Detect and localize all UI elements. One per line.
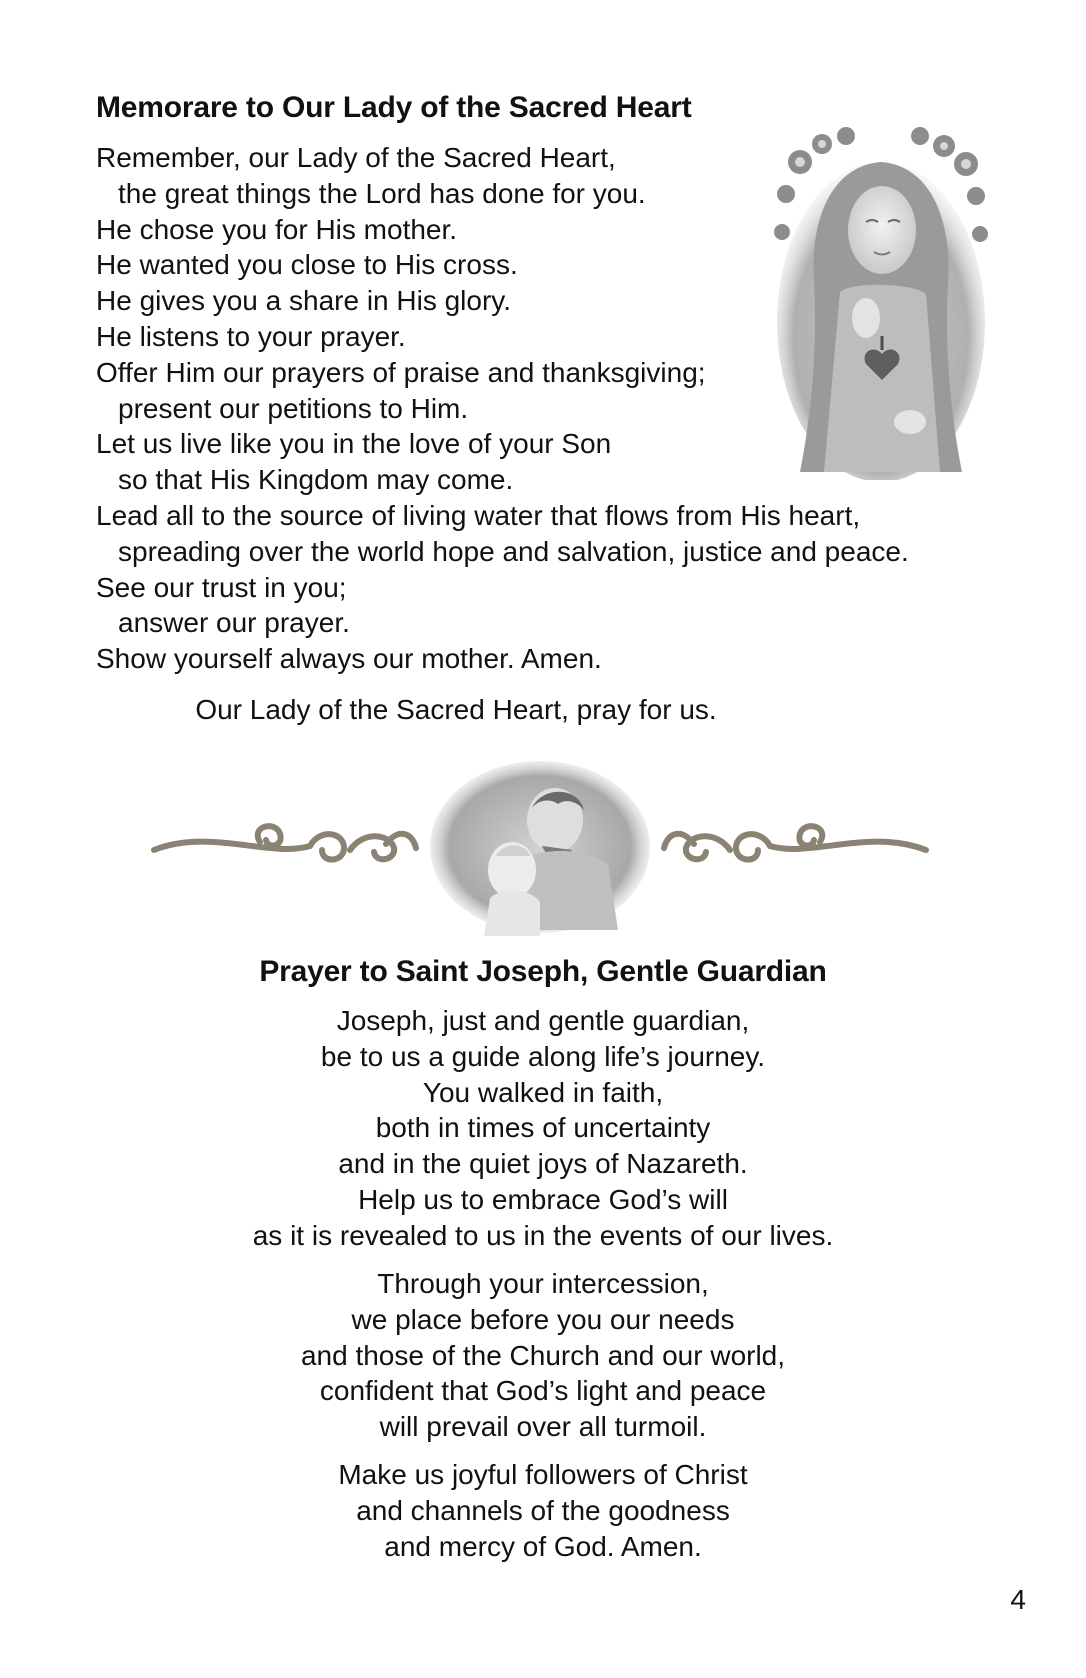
memorare-line: Lead all to the source of living water that flows from His heart, (96, 499, 861, 531)
page-number: 4 (1010, 1584, 1026, 1615)
saint-joseph-ornament-image (150, 758, 930, 936)
joseph-line: and in the quiet joys of Nazareth. (338, 1148, 748, 1180)
memorare-line: Let us live like you in the love of your Son (96, 428, 612, 460)
joseph-line: confident that God’s light and peace (319, 1375, 767, 1407)
memorare-line: He gives you a share in His glory. (96, 285, 511, 317)
memorare-line: He chose you for His mother. (96, 213, 458, 245)
joseph-prayer-title: Prayer to Saint Joseph, Gentle Guardian (259, 955, 827, 988)
memorare-line: spreading over the world hope and salvation, justice and peace. (118, 535, 909, 567)
joseph-line: You walked in faith, (422, 1076, 664, 1108)
joseph-line: Joseph, just and gentle guardian, (336, 1005, 750, 1036)
memorare-line: Remember, our Lady of the Sacred Heart, (96, 142, 616, 173)
joseph-stanza-3 (0, 1457, 1086, 1564)
memorare-line: present our petitions to Him. (118, 392, 469, 424)
joseph-stanza-1 (0, 1003, 1086, 1254)
joseph-line: we place before you our needs (351, 1303, 735, 1335)
memorare-line: Show yourself always our mother. Amen. (96, 643, 602, 675)
joseph-line: both in times of uncertainty (375, 1112, 711, 1144)
joseph-line: be to us a guide along life’s journey. (320, 1040, 766, 1072)
joseph-line: Through your intercession, (377, 1268, 709, 1299)
joseph-line: Make us joyful followers of Christ (338, 1459, 748, 1490)
memorare-line: He listens to your prayer. (96, 320, 406, 352)
joseph-stanza-2 (0, 1266, 1086, 1445)
joseph-line: and those of the Church and our world, (300, 1339, 786, 1371)
memorare-line: answer our prayer. (118, 607, 350, 639)
joseph-line: will prevail over all turmoil. (379, 1411, 707, 1443)
memorare-line: the great things the Lord has done for you. (118, 177, 646, 209)
sacred-heart-mary-image (770, 122, 992, 480)
memorare-line: Offer Him our prayers of praise and thanksgiving; (96, 356, 706, 388)
joseph-line: and mercy of God. Amen. (384, 1530, 702, 1562)
memorare-invocation: Our Lady of the Sacred Heart, pray for us. (195, 694, 717, 725)
memorare-line: See our trust in you; (96, 571, 347, 603)
joseph-line: and channels of the goodness (356, 1494, 730, 1526)
joseph-line: Help us to embrace God’s will (358, 1183, 728, 1215)
memorare-line: so that His Kingdom may come. (118, 464, 514, 496)
memorare-title: Memorare to Our Lady of the Sacred Heart (96, 91, 692, 124)
memorare-line: He wanted you close to His cross. (96, 249, 518, 281)
joseph-line: as it is revealed to us in the events of our lives. (252, 1219, 834, 1251)
